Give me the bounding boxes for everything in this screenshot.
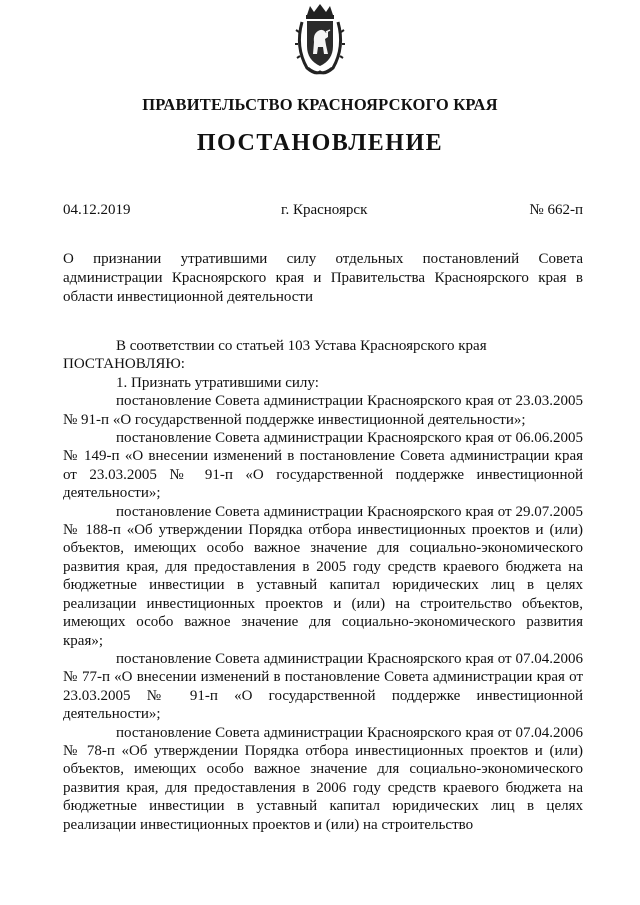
coat-of-arms-icon <box>293 2 347 78</box>
document-type-title: ПОСТАНОВЛЕНИЕ <box>196 130 444 156</box>
body-paragraph: постановление Совета администрации Красноярского края от 07.04.2006 № 77-п «О внесении изменений в постановление Совета администрации края от 23.03.2005 № 91-п «О государственной поддержке инвестиционной деятельности»; <box>63 650 583 723</box>
document-number: № 662-п <box>529 202 583 218</box>
body-paragraph: постановление Совета администрации Красноярского края от 06.06.2005 № 149-п «О внесении изменений в постановление Совета администрации края от 23.03.2005 № 91-п «О государственной поддержке инвестиционной деятельности»; <box>63 430 583 502</box>
body-paragraph-resolve: ПОСТАНОВЛЯЮ: <box>63 356 185 373</box>
government-title: ПРАВИТЕЛЬСТВО КРАСНОЯРСКОГО КРАЯ <box>142 95 498 114</box>
body-paragraph: постановление Совета администрации Красноярского края от 07.04.2006 № 78-п «Об утверждении Порядка отбора инвестиционных проектов и (или) объектов, имеющих особо важное значение для социально-экономического развития края, для предоставления в 2006 году средств краевого бюджета на бюджетные инвестиции в уставный капитал юридических лиц в целях реализации инвестиционных проектов и (или) на строительство <box>63 724 583 833</box>
body-paragraph: постановление Совета администрации Красноярского края от 29.07.2005 № 188-п «Об утверждении Порядка отбора инвестиционных проектов и (или) объектов, имеющих особо важное значение для социально-экономического развития края, для предоставления в 2005 году средств краевого бюджета на бюджетные инвестиции в уставный капитал юридических лиц в целях реализации инвестиционных проектов и (или) на строительство объектов, имеющих особо важное значение для социально-экономического развития края»; <box>63 503 583 649</box>
document-body <box>63 337 583 834</box>
document-city: г. Красноярск <box>281 202 368 218</box>
document-date: 04.12.2019 <box>63 202 131 218</box>
body-paragraph: постановление Совета администрации Красноярского края от 23.03.2005 № 91-п «О государственной поддержке инвестиционной деятельности»; <box>63 393 583 428</box>
document-subject: О признании утратившими силу отдельных постановлений Совета администрации Красноярского края и Правительства Красноярского края в области инвестиционной деятельности <box>63 251 583 305</box>
body-paragraph: В соответствии со статьей 103 Устава Красноярского края <box>116 338 487 354</box>
body-paragraph: 1. Признать утратившими силу: <box>116 374 319 391</box>
